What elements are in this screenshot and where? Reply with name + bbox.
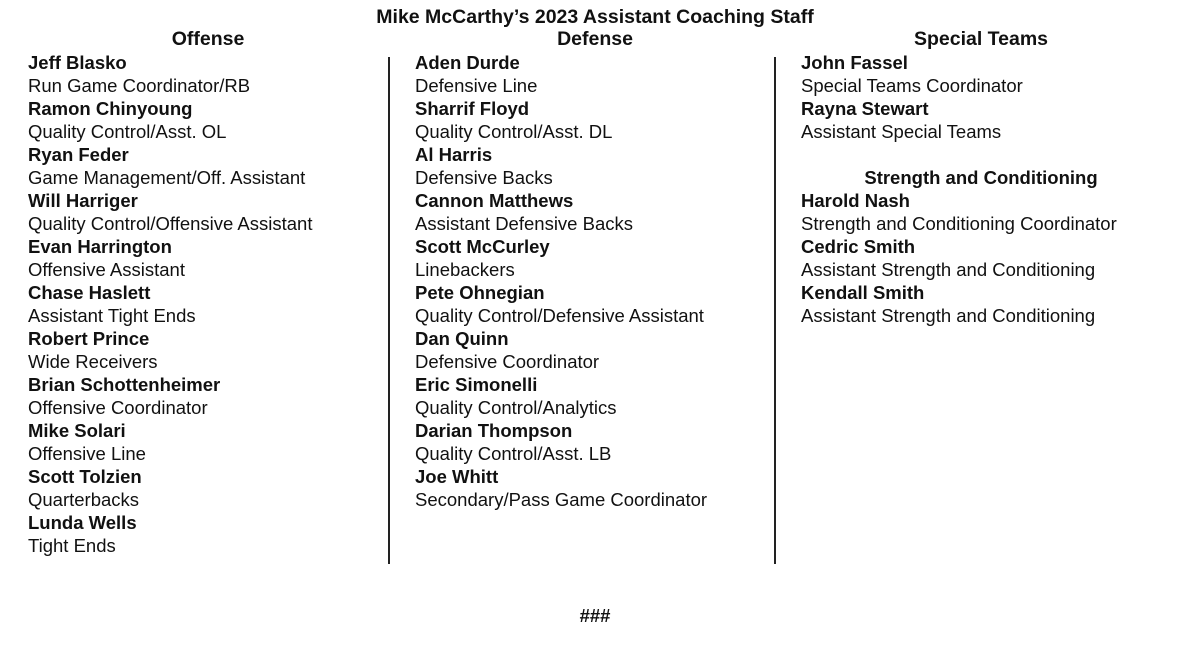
end-marker: ### <box>579 605 611 626</box>
staff-entry <box>415 235 760 281</box>
staff-entry <box>801 235 1191 281</box>
staff-entry <box>28 281 373 327</box>
staff-name: Ryan Feder <box>28 144 129 165</box>
staff-role: Offensive Assistant <box>28 259 185 280</box>
staff-role: Linebackers <box>415 259 515 280</box>
staff-role: Offensive Line <box>28 443 146 464</box>
staff-name: John Fassel <box>801 52 908 73</box>
staff-name: Dan Quinn <box>415 328 509 349</box>
staff-role: Assistant Special Teams <box>801 121 1002 142</box>
staff-entry <box>28 143 373 189</box>
document-title: Mike McCarthy’s 2023 Assistant Coaching Staff <box>376 6 814 28</box>
staff-entry <box>801 189 1191 235</box>
staff-role: Quality Control/Offensive Assistant <box>28 213 313 234</box>
staff-entry <box>28 189 373 235</box>
staff-name: Aden Durde <box>415 52 520 73</box>
staff-role: Assistant Strength and Conditioning <box>801 305 1096 326</box>
column-divider <box>388 57 390 564</box>
staff-role: Quality Control/Defensive Assistant <box>415 305 704 326</box>
staff-name: Will Harriger <box>28 190 138 211</box>
staff-role: Assistant Strength and Conditioning <box>801 259 1096 280</box>
staff-name: Rayna Stewart <box>801 98 929 119</box>
staff-entry <box>415 281 760 327</box>
defense-column <box>415 28 760 511</box>
staff-entry <box>415 189 760 235</box>
staff-name: Eric Simonelli <box>415 374 538 395</box>
staff-role: Quarterbacks <box>28 489 140 510</box>
staff-role: Quality Control/Analytics <box>415 397 617 418</box>
staff-name: Darian Thompson <box>415 420 573 441</box>
staff-name: Brian Schottenheimer <box>28 374 221 395</box>
staff-name: Chase Haslett <box>28 282 151 303</box>
staff-name: Al Harris <box>415 144 493 165</box>
special-teams-heading: Special Teams <box>913 28 1049 50</box>
staff-entry <box>415 51 760 97</box>
staff-name: Robert Prince <box>28 328 150 349</box>
staff-entry <box>415 465 760 511</box>
staff-entry <box>28 327 373 373</box>
staff-entry <box>801 51 1191 97</box>
staff-name: Joe Whitt <box>415 466 499 487</box>
staff-entry <box>415 419 760 465</box>
staff-role: Quality Control/Asst. OL <box>28 121 227 142</box>
staff-role: Special Teams Coordinator <box>801 75 1023 96</box>
staff-name: Sharrif Floyd <box>415 98 530 119</box>
staff-role: Run Game Coordinator/RB <box>28 75 251 96</box>
staff-entry <box>415 97 760 143</box>
staff-entry <box>415 143 760 189</box>
staff-name: Evan Harrington <box>28 236 172 257</box>
staff-name: Cannon Matthews <box>415 190 574 211</box>
staff-role: Secondary/Pass Game Coordinator <box>415 489 708 510</box>
staff-name: Pete Ohnegian <box>415 282 545 303</box>
staff-entry <box>415 373 760 419</box>
staff-role: Wide Receivers <box>28 351 158 372</box>
staff-role: Defensive Line <box>415 75 538 96</box>
staff-entry <box>801 97 1191 143</box>
staff-name: Scott Tolzien <box>28 466 142 487</box>
staff-entry <box>28 465 373 511</box>
staff-entry <box>28 51 373 97</box>
staff-name: Scott McCurley <box>415 236 550 257</box>
column-divider <box>774 57 776 564</box>
staff-role: Defensive Backs <box>415 167 553 188</box>
staff-role: Strength and Conditioning Coordinator <box>801 213 1117 234</box>
staff-name: Kendall Smith <box>801 282 925 303</box>
staff-entry <box>28 419 373 465</box>
staff-role: Game Management/Off. Assistant <box>28 167 306 188</box>
staff-entry <box>415 327 760 373</box>
staff-name: Harold Nash <box>801 190 910 211</box>
offense-column <box>28 28 373 557</box>
staff-role: Quality Control/Asst. LB <box>415 443 612 464</box>
staff-name: Cedric Smith <box>801 236 916 257</box>
defense-heading: Defense <box>557 28 633 50</box>
staff-role: Assistant Tight Ends <box>28 305 196 326</box>
staff-role: Quality Control/Asst. DL <box>415 121 613 142</box>
staff-entry <box>28 373 373 419</box>
staff-entry <box>801 281 1191 327</box>
staff-entry <box>28 97 373 143</box>
staff-name: Lunda Wells <box>28 512 137 533</box>
staff-entry <box>28 235 373 281</box>
staff-role: Tight Ends <box>28 535 116 556</box>
staff-entry <box>28 511 373 557</box>
staff-role: Assistant Defensive Backs <box>415 213 633 234</box>
special-teams-column <box>801 28 1191 327</box>
staff-name: Ramon Chinyoung <box>28 98 193 119</box>
staff-role: Defensive Coordinator <box>415 351 600 372</box>
staff-name: Jeff Blasko <box>28 52 127 73</box>
strength-conditioning-heading: Strength and Conditioning <box>864 167 1098 188</box>
staff-name: Mike Solari <box>28 420 126 441</box>
staff-role: Offensive Coordinator <box>28 397 208 418</box>
offense-heading: Offense <box>171 28 245 50</box>
